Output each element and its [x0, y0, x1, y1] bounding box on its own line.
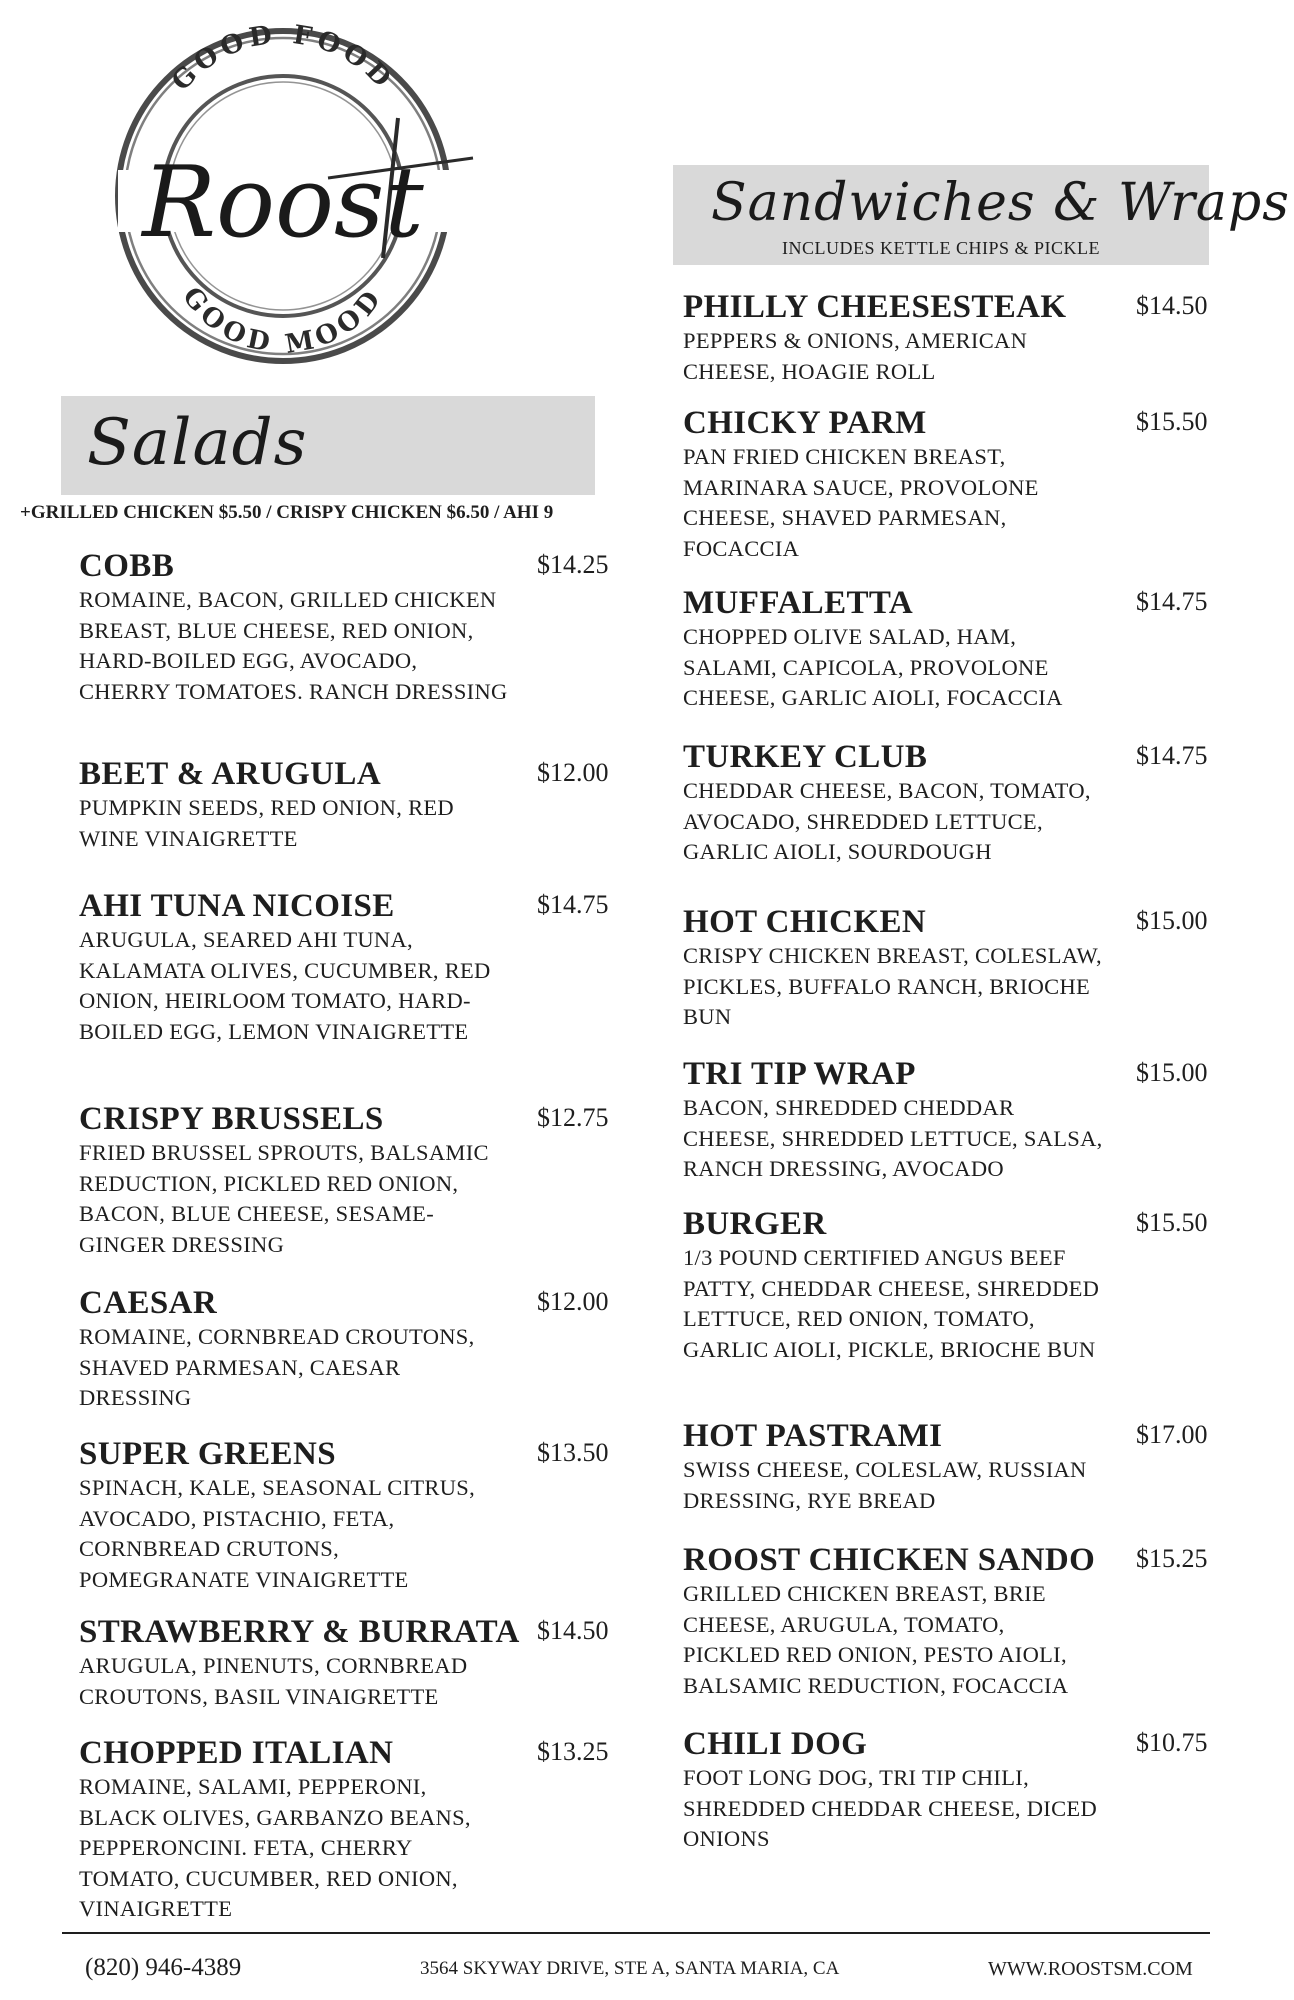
- logo-name: Roost: [142, 146, 424, 260]
- menu-item-cobb: [79, 547, 619, 755]
- menu-item-hot-pastrami: [683, 1417, 1213, 1541]
- menu-item-tri-tip-wrap: [683, 1055, 1213, 1205]
- item-name: MUFFALETTA: [683, 585, 914, 621]
- item-description: ROMAINE, CORNBREAD CROUTONS, SHAVED PARMESAN, CAESAR DRESSING: [79, 1324, 475, 1410]
- item-name: BURGER: [683, 1206, 827, 1242]
- item-price: $14.75: [1136, 741, 1208, 770]
- item-name: BEET & ARUGULA: [79, 756, 382, 792]
- menu-item-strawberry-burrata: [79, 1613, 619, 1734]
- item-price: $13.25: [537, 1737, 609, 1766]
- menu-item-hot-chicken: [683, 903, 1213, 1055]
- menu-item-chicky-parm: [683, 404, 1213, 584]
- item-price: $14.50: [1136, 291, 1208, 320]
- item-name: CAESAR: [79, 1285, 218, 1321]
- item-name: COBB: [79, 548, 175, 584]
- item-name: HOT PASTRAMI: [683, 1418, 943, 1454]
- item-description: PEPPERS & ONIONS, AMERICAN CHEESE, HOAGIE ROLL: [683, 328, 1028, 384]
- item-price: $14.50: [537, 1616, 609, 1645]
- sandwiches-banner: [673, 165, 1290, 265]
- item-name: CHILI DOG: [683, 1726, 868, 1762]
- item-description: CHEDDAR CHEESE, BACON, TOMATO, AVOCADO, SHREDDED LETTUCE, GARLIC AIOLI, SOURDOUGH: [683, 778, 1091, 864]
- item-name: CHOPPED ITALIAN: [79, 1735, 394, 1771]
- menu-item-turkey-club: [683, 738, 1213, 903]
- footer-divider: [62, 1932, 1210, 1934]
- item-price: $15.00: [1136, 1058, 1208, 1087]
- item-description: SWISS CHEESE, COLESLAW, RUSSIAN DRESSING, RYE BREAD: [683, 1457, 1087, 1513]
- item-description: 1/3 POUND CERTIFIED ANGUS BEEF PATTY, CHEDDAR CHEESE, SHREDDED LETTUCE, RED ONION, TOMATO, GARLIC AIOLI, PICKLE, BRIOCHE BUN: [683, 1245, 1100, 1362]
- item-description: GRILLED CHICKEN BREAST, BRIE CHEESE, ARUGULA, TOMATO, PICKLED RED ONION, PESTO AIOLI, BALSAMIC REDUCTION, FOCACCIA: [683, 1581, 1069, 1698]
- sandwiches-title: Sandwiches & Wraps: [711, 173, 1290, 233]
- sandwiches-list: [683, 288, 1213, 1855]
- roost-logo: [78, 18, 488, 378]
- item-price: $14.25: [537, 550, 609, 579]
- item-name: ROOST CHICKEN SANDO: [683, 1542, 1096, 1578]
- salads-banner: [61, 396, 595, 495]
- logo-top-text: GOOD FOOD: [166, 19, 400, 97]
- item-description: ROMAINE, SALAMI, PEPPERONI, BLACK OLIVES, GARBANZO BEANS, PEPPERONCINI. FETA, CHERRY TOMATO, CUCUMBER, RED ONION, VINAIGRETTE: [79, 1774, 471, 1921]
- logo-bottom-text: GOOD MOOD: [176, 281, 390, 361]
- item-price: $12.00: [537, 1287, 609, 1316]
- item-description: PAN FRIED CHICKEN BREAST, MARINARA SAUCE, PROVOLONE CHEESE, SHAVED PARMESAN, FOCACCIA: [683, 444, 1039, 561]
- svg-text:GOOD MOOD: [176, 282, 390, 360]
- item-description: PUMPKIN SEEDS, RED ONION, RED WINE VINAIGRETTE: [79, 795, 454, 851]
- item-name: TURKEY CLUB: [683, 739, 928, 775]
- item-price: $13.50: [537, 1438, 609, 1467]
- item-description: SPINACH, KALE, SEASONAL CITRUS, AVOCADO, PISTACHIO, FETA, CORNBREAD CRUTONS, POMEGRANATE VINAIGRETTE: [79, 1475, 475, 1592]
- item-name: STRAWBERRY & BURRATA: [79, 1614, 520, 1650]
- salads-addons: +GRILLED CHICKEN $5.50 / CRISPY CHICKEN $6.50 / AHI 9: [20, 502, 554, 523]
- item-name: CHICKY PARM: [683, 405, 927, 441]
- item-description: ROMAINE, BACON, GRILLED CHICKEN BREAST, BLUE CHEESE, RED ONION, HARD-BOILED EGG, AVOCADO, CHERRY TOMATOES. RANCH DRESSING: [79, 587, 508, 704]
- menu-item-roost-chicken-sando: [683, 1541, 1213, 1725]
- footer-phone: (820) 946-4389: [85, 1954, 242, 1981]
- menu-item-crispy-brussels: [79, 1100, 619, 1284]
- item-price: $15.50: [1136, 407, 1208, 436]
- menu-item-super-greens: [79, 1435, 619, 1613]
- item-description: ARUGULA, PINENUTS, CORNBREAD CROUTONS, BASIL VINAIGRETTE: [79, 1653, 468, 1709]
- item-description: ARUGULA, SEARED AHI TUNA, KALAMATA OLIVES, CUCUMBER, RED ONION, HEIRLOOM TOMATO, HARD-BOILED EGG, LEMON VINAIGRETTE: [79, 927, 491, 1044]
- item-price: $10.75: [1136, 1728, 1208, 1757]
- item-description: BACON, SHREDDED CHEDDAR CHEESE, SHREDDED LETTUCE, SALSA, RANCH DRESSING, AVOCADO: [683, 1095, 1103, 1181]
- item-price: $15.25: [1136, 1544, 1208, 1573]
- svg-text:GOOD FOOD: [166, 20, 400, 97]
- salads-list: [79, 547, 619, 1925]
- item-name: HOT CHICKEN: [683, 904, 927, 940]
- footer-website: WWW.ROOSTSM.COM: [988, 1958, 1193, 1980]
- item-price: $12.75: [537, 1103, 609, 1132]
- menu-item-muffaletta: [683, 584, 1213, 738]
- item-description: FOOT LONG DOG, TRI TIP CHILI, SHREDDED CHEDDAR CHEESE, DICED ONIONS: [683, 1765, 1097, 1851]
- item-price: $15.50: [1136, 1208, 1208, 1237]
- item-price: $15.00: [1136, 906, 1208, 935]
- item-description: CRISPY CHICKEN BREAST, COLESLAW, PICKLES, BUFFALO RANCH, BRIOCHE BUN: [683, 943, 1102, 1029]
- menu-item-chopped-italian: [79, 1734, 619, 1925]
- menu-item-chili-dog: [683, 1725, 1213, 1855]
- menu-item-beet-arugula: [79, 755, 619, 887]
- item-name: AHI TUNA NICOISE: [79, 888, 395, 924]
- menu-item-burger: [683, 1205, 1213, 1417]
- menu-item-philly-cheesesteak: [683, 288, 1213, 404]
- footer-address: 3564 SKYWAY DRIVE, STE A, SANTA MARIA, CA: [420, 1958, 840, 1979]
- menu-item-ahi-tuna-nicoise: [79, 887, 619, 1100]
- item-name: CRISPY BRUSSELS: [79, 1101, 384, 1137]
- menu-item-caesar: [79, 1284, 619, 1435]
- sandwiches-subtitle: INCLUDES KETTLE CHIPS & PICKLE: [782, 238, 1100, 258]
- item-name: PHILLY CHEESESTEAK: [683, 289, 1067, 325]
- item-price: $12.00: [537, 758, 609, 787]
- item-description: CHOPPED OLIVE SALAD, HAM, SALAMI, CAPICOLA, PROVOLONE CHEESE, GARLIC AIOLI, FOCACCIA: [683, 624, 1063, 710]
- item-name: SUPER GREENS: [79, 1436, 336, 1472]
- salads-title: Salads: [87, 406, 308, 480]
- item-price: $17.00: [1136, 1420, 1208, 1449]
- item-name: TRI TIP WRAP: [683, 1056, 916, 1092]
- item-description: FRIED BRUSSEL SPROUTS, BALSAMIC REDUCTION, PICKLED RED ONION, BACON, BLUE CHEESE, SESAME-GINGER DRESSING: [79, 1140, 489, 1257]
- item-price: $14.75: [537, 890, 609, 919]
- item-price: $14.75: [1136, 587, 1208, 616]
